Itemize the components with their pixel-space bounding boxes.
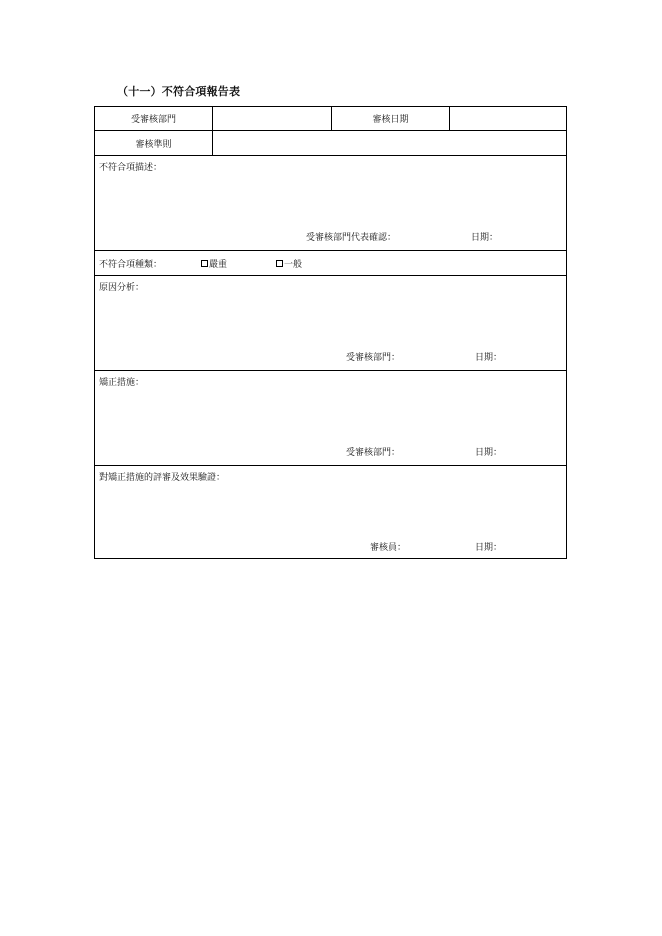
cause-section (95, 276, 566, 371)
checkbox-icon[interactable] (276, 260, 283, 267)
correction-signer-label: 受審核部門： (346, 448, 401, 458)
review-section (95, 466, 566, 558)
type-option-general-label: 一般 (284, 260, 303, 270)
header-row-1 (95, 107, 566, 131)
correction-date-label: 日期： (475, 448, 503, 458)
review-label: 對矯正措施的評審及效果驗證： (99, 473, 226, 483)
review-date-label: 日期： (475, 543, 503, 553)
type-option-serious[interactable] (201, 257, 227, 270)
checkbox-icon[interactable] (201, 260, 208, 267)
type-label: 不符合項種類： (99, 260, 163, 270)
audit-criteria-label: 審核準則 (95, 131, 213, 155)
audited-dept-label: 受審核部門 (95, 107, 213, 130)
nonconformity-report-form (94, 106, 567, 559)
type-option-general[interactable] (276, 257, 302, 270)
description-label: 不符合項描述： (99, 163, 163, 173)
audit-date-label: 審核日期 (332, 107, 450, 130)
correction-label: 矯正措施： (99, 378, 145, 388)
correction-section (95, 371, 566, 466)
audit-criteria-field[interactable] (213, 131, 566, 155)
audited-dept-field[interactable] (213, 107, 332, 130)
type-section (95, 251, 566, 276)
cause-date-label: 日期： (475, 353, 503, 363)
description-date-label: 日期： (471, 233, 499, 243)
cause-label: 原因分析： (99, 283, 145, 293)
cause-signer-label: 受審核部門： (346, 353, 401, 363)
audit-date-field[interactable] (450, 107, 566, 130)
description-signer-label: 受審核部門代表確認： (306, 233, 397, 243)
type-option-serious-label: 嚴重 (209, 260, 228, 270)
page-title: （十一）不符合項報告表 (117, 85, 241, 98)
review-signer-label: 審核員： (370, 543, 407, 553)
description-section (95, 156, 566, 251)
header-row-2 (95, 131, 566, 156)
